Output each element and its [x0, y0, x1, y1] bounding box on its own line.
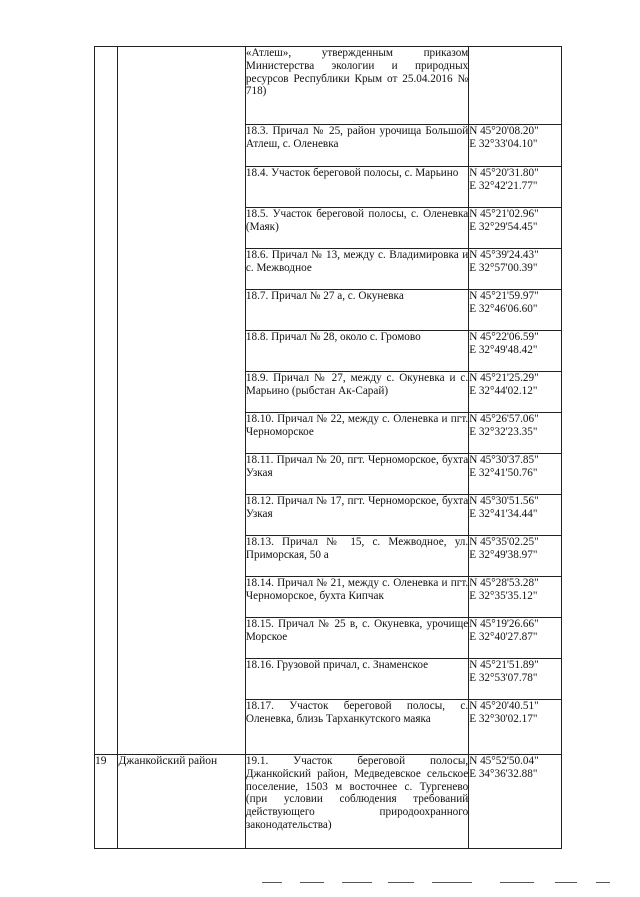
longitude: E 32°40'27.87" — [469, 630, 538, 643]
coordinates-cell — [469, 659, 562, 700]
description-text: 18.5. Участок береговой полосы, с. Оленевка (Маяк) — [245, 208, 469, 233]
description-text: 18.9. Причал № 27, между с. Окуневка и с. Марьино (рыбстан Ак-Сарай) — [245, 372, 469, 397]
scan-artifact-line — [596, 882, 610, 883]
description-cell — [245, 290, 468, 331]
longitude: E 32°49'38.97" — [469, 548, 538, 561]
longitude: E 32°35'35.12" — [469, 589, 538, 602]
description-text: 18.8. Причал № 28, около с. Громово — [245, 331, 421, 343]
description-cell — [245, 372, 468, 413]
district-cell — [118, 755, 245, 849]
description-text: 18.4. Участок береговой полосы, с. Марьино — [245, 167, 459, 179]
description-cell — [245, 659, 468, 700]
table-row — [95, 755, 562, 849]
row-number-cell — [95, 47, 118, 755]
latitude: N 45°35'02.25" — [469, 536, 539, 548]
table-row — [95, 47, 562, 125]
description-cell — [245, 536, 468, 577]
district-name: Джанкойский район — [118, 755, 218, 767]
description-cell — [245, 413, 468, 454]
scan-artifact-line — [555, 882, 577, 883]
scan-artifact-line — [342, 882, 372, 883]
longitude: E 32°42'21.77" — [469, 179, 538, 192]
scan-artifact-line — [300, 882, 324, 883]
coordinates-cell — [469, 454, 562, 495]
coordinates-table — [94, 46, 562, 849]
scan-artifact-line — [262, 882, 282, 883]
coordinates-cell — [469, 577, 562, 618]
longitude: E 32°49'48.42" — [469, 343, 538, 356]
description-text: 18.6. Причал № 13, между с. Владимировка и с. Межводное — [245, 249, 469, 274]
description-text: 18.16. Грузовой причал, с. Знаменское — [245, 659, 429, 671]
description-cell — [245, 167, 468, 208]
description-text: «Атлеш», утвержденным приказом Министерства экологии и природных ресурсов Республики Крым от 25.04.2016 № 718) — [245, 47, 469, 98]
description-cell — [245, 47, 468, 125]
coordinates-cell — [469, 125, 562, 167]
description-text: 18.15. Причал № 25 в, с. Окуневка, урочище Морское — [245, 618, 469, 643]
coordinates-cell — [469, 618, 562, 659]
scan-artifact-line — [388, 882, 414, 883]
latitude: N 45°28'53.28" — [469, 577, 539, 589]
longitude: E 32°53'07.78" — [469, 671, 538, 684]
description-cell — [245, 249, 468, 290]
row-number: 19 — [95, 755, 107, 767]
longitude: E 34°36'32.88" — [469, 767, 538, 780]
coordinates-cell — [469, 536, 562, 577]
coordinates-cell — [469, 700, 562, 755]
longitude: E 32°57'00.39" — [469, 261, 538, 274]
description-text: 18.10. Причал № 22, между с. Оленевка и пгт. Черноморское — [245, 413, 469, 438]
coordinates-cell — [469, 249, 562, 290]
longitude: E 32°44'02.12" — [469, 384, 538, 397]
coordinates-cell — [469, 372, 562, 413]
coordinates-cell — [469, 290, 562, 331]
description-cell — [245, 331, 468, 372]
latitude: N 45°30'37.85" — [469, 454, 539, 466]
row-number-cell — [95, 755, 118, 849]
description-cell — [245, 577, 468, 618]
coordinates-cell — [469, 208, 562, 249]
description-text: 18.14. Причал № 21, между с. Оленевка и пгт. Черноморское, бухта Кипчак — [245, 577, 469, 602]
latitude: N 45°52'50.04" — [469, 755, 539, 767]
latitude: N 45°20'40.51" — [469, 700, 539, 712]
description-cell — [245, 495, 468, 536]
latitude: N 45°39'24.43" — [469, 249, 539, 261]
coordinates-cell — [469, 413, 562, 454]
coordinates-cell — [469, 495, 562, 536]
description-cell — [245, 125, 468, 167]
description-text: 18.11. Причал № 20, пгт. Черноморское, бухта Узкая — [245, 454, 469, 479]
latitude: N 45°21'59.97" — [469, 290, 539, 302]
longitude: E 32°41'50.76" — [469, 466, 538, 479]
coordinates-cell — [469, 755, 562, 849]
description-cell — [245, 755, 468, 849]
description-text: 18.13. Причал № 15, с. Межводное, ул. Приморская, 50 а — [245, 536, 469, 561]
coordinates-cell — [469, 47, 562, 125]
longitude: E 32°30'02.17" — [469, 712, 538, 725]
description-text: 19.1. Участок береговой полосы, Джанкойский район, Медведевское сельское поселение, 1503 м восточнее с. Тургенево (при условии соблюдения требований действующего природоохранного законодательства) — [245, 755, 469, 831]
description-text: 18.12. Причал № 17, пгт. Черноморское, бухта Узкая — [245, 495, 469, 520]
longitude: E 32°41'34.44" — [469, 507, 538, 520]
latitude: N 45°20'31.80" — [469, 167, 539, 179]
longitude: E 32°32'23.35" — [469, 425, 538, 438]
latitude: N 45°19'26.66" — [469, 618, 539, 630]
description-cell — [245, 208, 468, 249]
latitude: N 45°21'25.29" — [469, 372, 539, 384]
description-text: 18.17. Участок береговой полосы, с. Оленевка, близь Тарханкутского маяка — [245, 700, 469, 725]
latitude: N 45°22'06.59" — [469, 331, 539, 343]
longitude: E 32°46'06.60" — [469, 302, 538, 315]
latitude: N 45°21'51.89" — [469, 659, 539, 671]
coordinates-cell — [469, 331, 562, 372]
description-cell — [245, 454, 468, 495]
description-cell — [245, 618, 468, 659]
longitude: E 32°29'54.45" — [469, 220, 538, 233]
coordinates-cell — [469, 167, 562, 208]
latitude: N 45°20'08.20" — [469, 125, 539, 137]
scan-artifact-line — [432, 882, 472, 883]
district-cell — [118, 47, 245, 755]
latitude: N 45°26'57.06" — [469, 413, 539, 425]
description-text: 18.3. Причал № 25, район урочища Большой Атлеш, с. Оленевка — [245, 125, 469, 150]
latitude: N 45°30'51.56" — [469, 495, 539, 507]
scan-artifact-line — [500, 882, 534, 883]
longitude: E 32°33'04.10" — [469, 137, 538, 150]
description-text: 18.7. Причал № 27 а, с. Окуневка — [245, 290, 404, 302]
description-cell — [245, 700, 468, 755]
latitude: N 45°21'02.96" — [469, 208, 539, 220]
